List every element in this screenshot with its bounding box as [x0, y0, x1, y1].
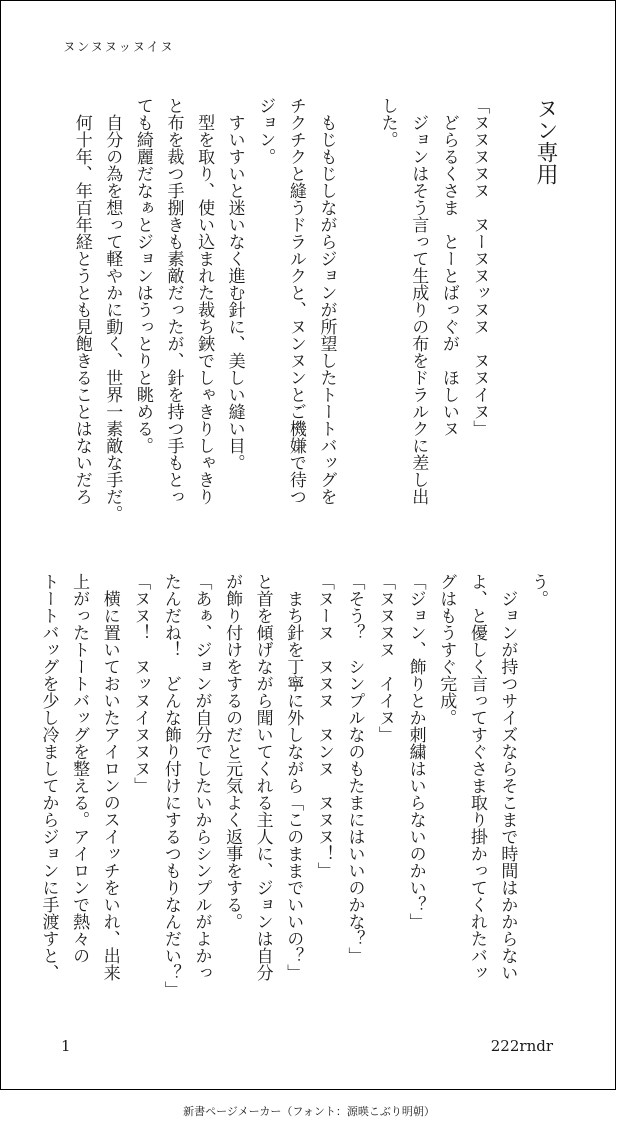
text-line: と首を傾げながら聞いてくれる主人に、ジョンは自分: [252, 573, 273, 981]
text-line: 「ヌヌ！ ヌッヌイヌヌヌ」: [130, 573, 151, 794]
text-line: 「ヌーヌ ヌヌヌ ヌンヌ ヌヌヌ！」: [313, 573, 334, 879]
text-line: 「ヌヌヌヌヌ ヌーヌヌッヌヌ ヌヌイヌ」: [469, 97, 490, 437]
text-line: 「そう？ シンプルなのもたまにはいいのかな？」: [344, 573, 365, 964]
upper-text-column: [55, 97, 565, 537]
text-line: ジョンが持つサイズならそこまで時間はかからない: [497, 573, 518, 981]
lower-text-column: [38, 573, 553, 1013]
text-line: 「あぁ、ジョンが自分でしたいからシンプルがよかっ: [191, 573, 212, 981]
text-line: 「ヌヌヌヌ イイヌ」: [375, 573, 396, 743]
text-line: ジョンはそう言って生成りの布をドラルクに差し出: [408, 97, 429, 505]
text-line: まち針を丁寧に外しながら「このままでいいの？」: [283, 573, 304, 981]
text-line: 横に置いておいたアイロンのスイッチをいれ、出来: [99, 573, 120, 981]
text-line: 型を取り、使い込まれた裁ち鋏でしゃきりしゃきり: [194, 97, 215, 505]
text-line: よ、と優しく言ってすぐさま取り掛かってくれたバッ: [466, 573, 487, 981]
footer-credit: 新書ページメーカー（フォント：源暎こぶり明朝）: [183, 1105, 435, 1118]
text-line: 何十年、年百年経とうとも見飽きることはないだろ: [71, 97, 92, 505]
text-line: もじもじしながらジョンが所望したトートバッグを: [316, 97, 337, 505]
text-line: と布を裁つ手捌きも素敵だったが、針を持つ手もとっ: [163, 97, 184, 505]
text-line: グはもうすぐ完成。: [436, 573, 457, 726]
text-line: が飾り付けをするのだと元気よく返事をする。: [222, 573, 243, 930]
running-header: ヌンヌヌッヌイヌ: [63, 39, 175, 54]
text-line: う。: [528, 573, 548, 607]
text-line: 上がったトートバッグを整える。アイロンで熱々の: [69, 573, 90, 964]
text-line: 「ジョン、飾りとか刺繍はいらないのかい？」: [405, 573, 426, 930]
author-name: 222rndr: [490, 1037, 553, 1055]
text-line: どらるくさま とーとばっぐが ほしいヌ: [438, 97, 459, 437]
text-line: すいすいと迷いなく進む針に、美しい縫い目。: [224, 97, 245, 471]
text-line: トートバッグを少し冷ましてからジョンに手渡すと、: [38, 573, 59, 981]
text-line: ても綺麗だなぁとジョンはうっとりと眺める。: [132, 97, 153, 454]
story-title: ヌン専用: [533, 97, 558, 185]
page-number: 1: [61, 1037, 71, 1055]
text-line: チクチクと縫うドラルクと、ヌンヌンとご機嫌で待つ: [285, 97, 306, 505]
text-line: 自分の為を想って軽やかに動く、世界一素敵な手だ。: [102, 97, 123, 522]
text-line: ジョン。: [255, 97, 276, 165]
text-line: たんだね！ どんな飾り付けにするつもりなんだい？」: [160, 573, 181, 998]
text-line: した。: [377, 97, 398, 148]
